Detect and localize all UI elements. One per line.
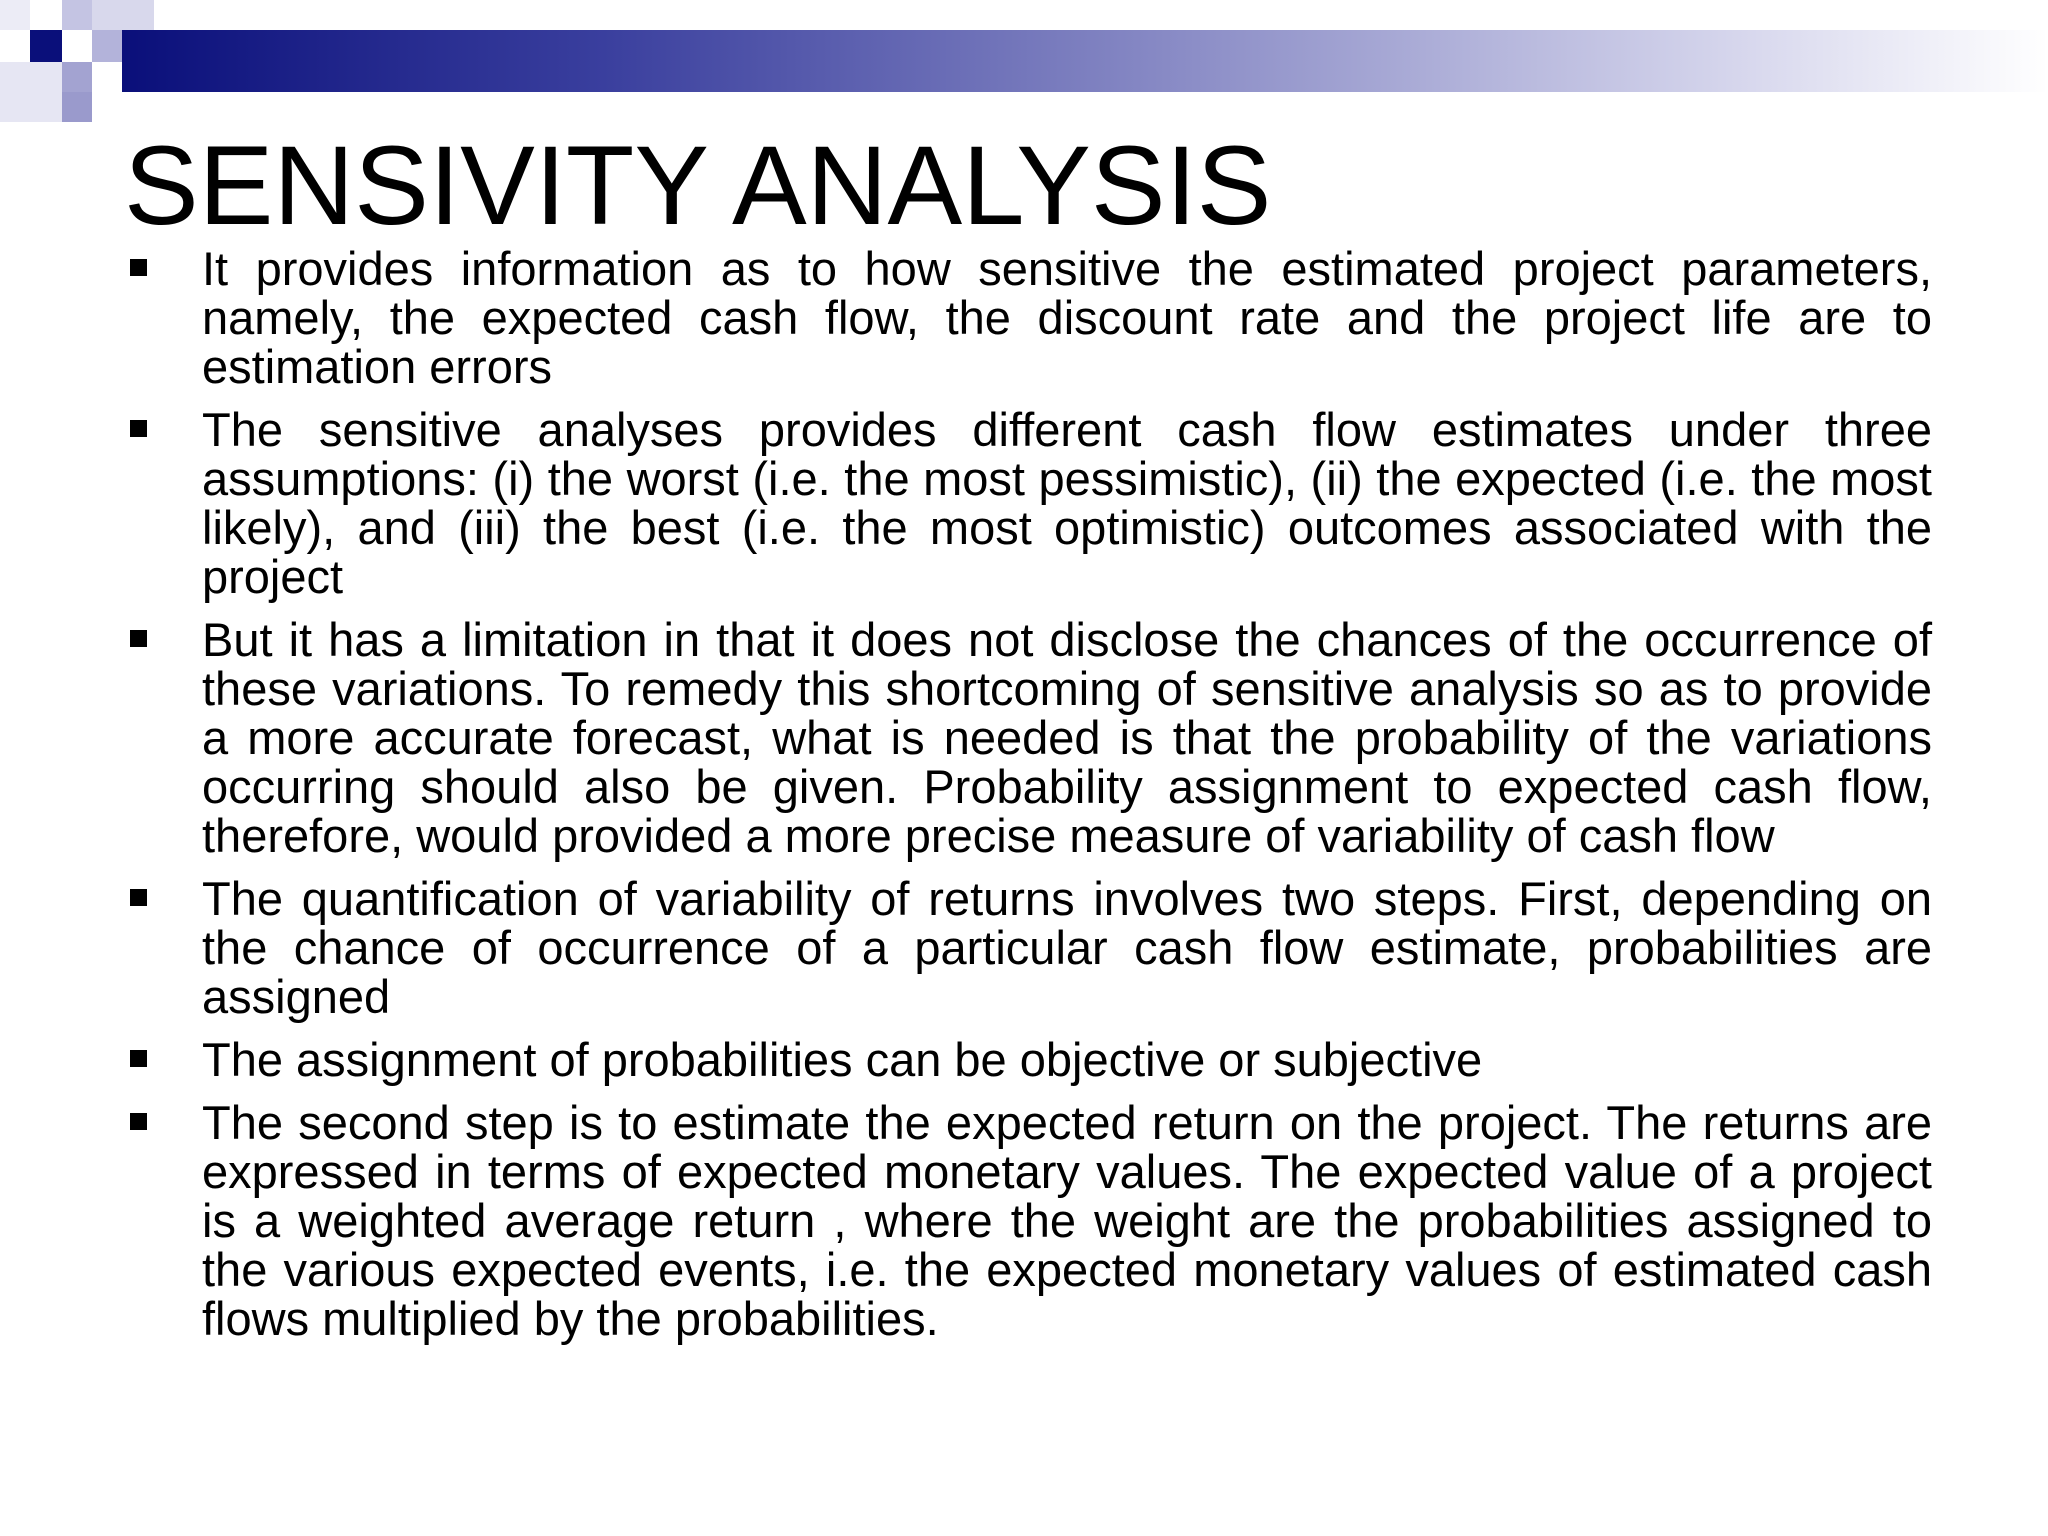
decorative-square bbox=[92, 30, 122, 62]
bullet-item bbox=[124, 1098, 1932, 1343]
bullet-item bbox=[124, 615, 1932, 860]
square-bullet-icon bbox=[130, 420, 147, 437]
bullet-item bbox=[124, 244, 1932, 391]
decorative-square bbox=[62, 62, 92, 92]
decorative-square bbox=[62, 0, 92, 30]
square-bullet-icon bbox=[130, 1113, 147, 1130]
decorative-square bbox=[62, 92, 92, 122]
decorative-square bbox=[30, 30, 62, 62]
bullet-item bbox=[124, 1035, 1932, 1084]
bullet-text: The second step is to estimate the expected return on the project. The returns are expressed in terms of expected monetary values. The expected value of a project is a weighted average return , where the weight are the probabilities assigned to the various expected events, i.e. the expected monetary values of estimated cash flows multiplied by the probabilities. bbox=[202, 1096, 1932, 1345]
square-bullet-icon bbox=[130, 259, 147, 276]
header-gradient-band bbox=[122, 30, 2048, 92]
square-bullet-icon bbox=[130, 1050, 147, 1067]
bullet-item bbox=[124, 874, 1932, 1021]
bullet-text: The sensitive analyses provides different cash flow estimates under three assumptions: (i) the worst (i.e. the most pessimistic), (ii) the expected (i.e. the most likely), and (iii) the best (i.e. the most optimistic) outcomes associated with the project bbox=[202, 403, 1932, 603]
square-bullet-icon bbox=[130, 889, 147, 906]
bullet-list bbox=[124, 244, 1932, 1357]
square-bullet-icon bbox=[130, 630, 147, 647]
decorative-square bbox=[0, 0, 30, 30]
decorative-square bbox=[0, 62, 62, 122]
bullet-text: But it has a limitation in that it does not disclose the chances of the occurrence of these variations. To remedy this shortcoming of sensitive analysis so as to provide a more accurate forecast, what is needed is that the probability of the variations occurring should also be given. Probability assignment to expected cash flow, therefore, would provided a more precise measure of variability of cash flow bbox=[202, 613, 1932, 862]
bullet-item bbox=[124, 405, 1932, 601]
bullet-text: The assignment of probabilities can be objective or subjective bbox=[202, 1033, 1483, 1086]
bullet-text: It provides information as to how sensitive the estimated project parameters, namely, the expected cash flow, the discount rate and the project life are to estimation errors bbox=[202, 242, 1932, 393]
bullet-text: The quantification of variability of returns involves two steps. First, depending on the chance of occurrence of a particular cash flow estimate, probabilities are assigned bbox=[202, 872, 1932, 1023]
decorative-square bbox=[92, 0, 154, 30]
slide-title: SENSIVITY ANALYSIS bbox=[124, 123, 1272, 248]
